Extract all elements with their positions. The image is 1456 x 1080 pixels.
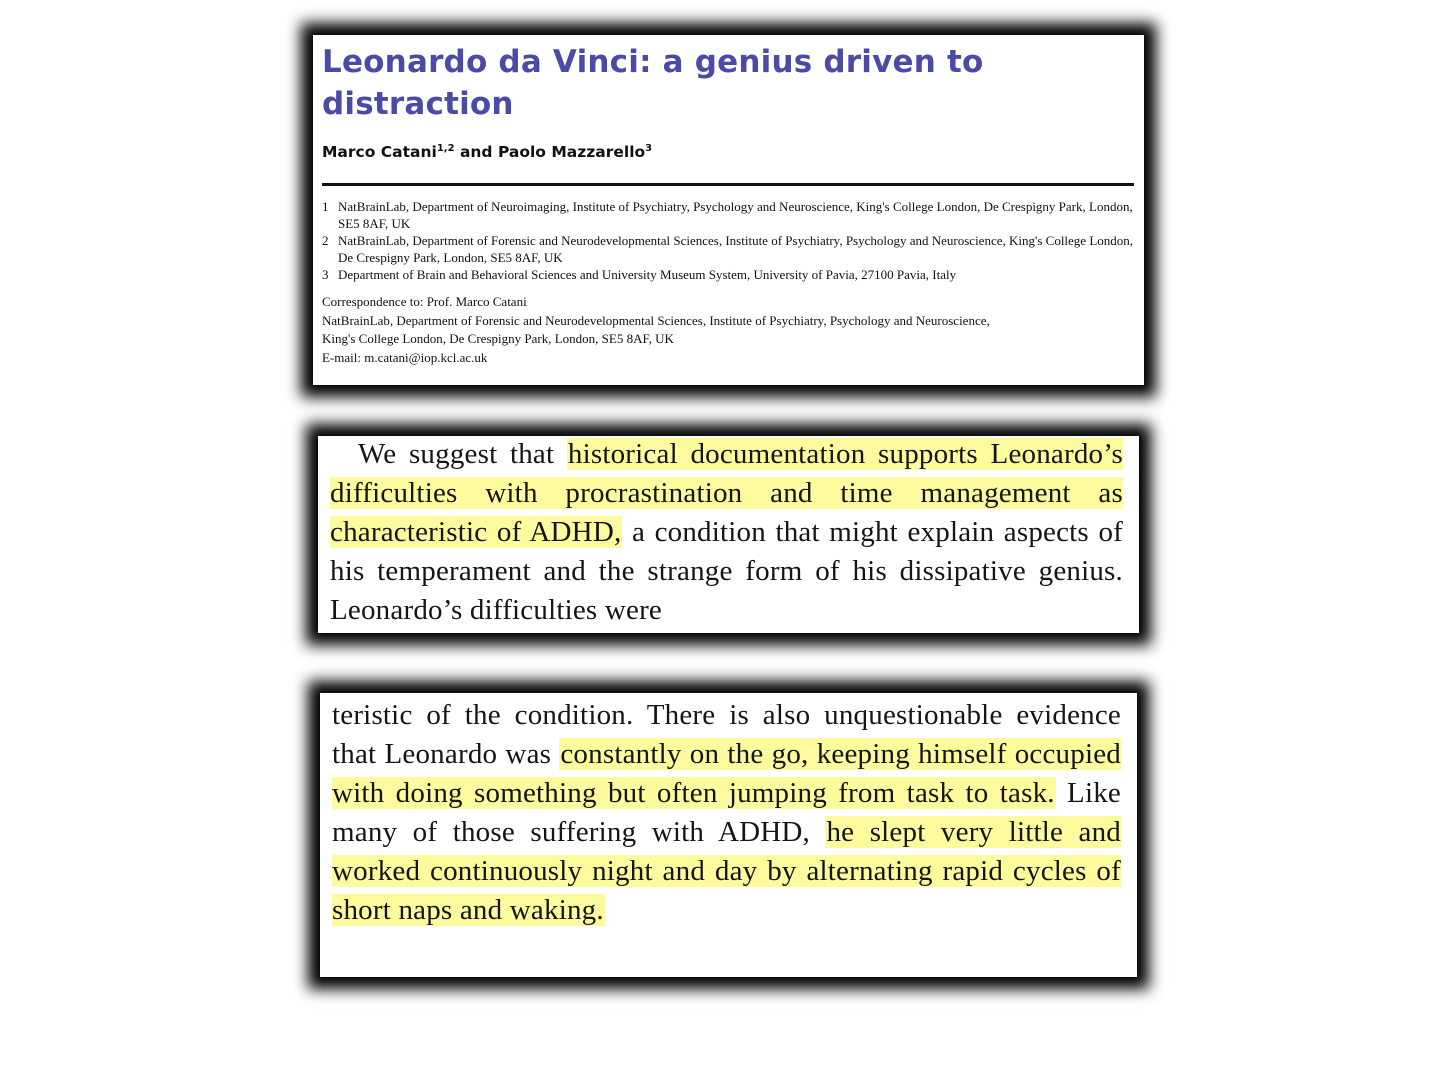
excerpt-text: a condition that might explain aspects of his temperament and the strange form of his dissipative genius. Leonardo’s difficulties were [330, 516, 1123, 626]
highlighted-text: historical documentation supports Leonardo’s difficulties with procrastination and time management as characteristic of ADHD, [330, 438, 1123, 548]
correspondence-address [322, 312, 1134, 349]
excerpt-text: We suggest that [358, 438, 567, 470]
author-conjunction: and [459, 143, 493, 161]
author-name: Marco Catani [322, 143, 437, 161]
excerpt-text: Like many of those suffering with ADHD, [332, 777, 1122, 848]
affiliation-list [322, 198, 1134, 283]
excerpt-panel-2 [320, 693, 1137, 977]
paper-title: Leonardo da Vinci: a genius driven to distraction [322, 44, 984, 122]
affiliation-text: NatBrainLab, Department of Neuroimaging, Institute of Psychiatry, Psychology and Neuroscience, King's College London, De Crespigny Park, London, SE5 8AF, UK [338, 199, 1133, 231]
excerpt-paragraph [332, 696, 1121, 930]
affiliation-item [322, 266, 1134, 283]
affiliation-item [322, 198, 1134, 232]
excerpt-text: teristic of the condition. There is also unquestionable evidence that Leonardo was [332, 699, 1121, 770]
excerpt-paragraph [330, 436, 1123, 630]
header-divider [322, 183, 1134, 186]
highlighted-text: he slept very little and worked continuously night and day by alternating rapid cycles of short naps and waking. [332, 816, 1121, 926]
author-line [322, 143, 1134, 165]
affiliation-number: 1 [322, 199, 329, 214]
excerpt-panel-1 [318, 436, 1139, 633]
correspondence-email: E-mail: m.catani@iop.kcl.ac.uk [322, 349, 488, 365]
author-affiliation-marker: 1,2 [436, 143, 455, 154]
correspondence-block [322, 293, 1134, 367]
highlighted-text: constantly on the go, keeping himself occupied with doing something but often jumping from task to task. [332, 738, 1121, 809]
correspondence-label: Correspondence to: Prof. Marco Catani [322, 294, 527, 309]
paper-header-panel [313, 35, 1144, 385]
affiliation-number: 2 [322, 233, 329, 248]
correspondence-address-line: King's College London, De Crespigny Park, London, SE5 8AF, UK [322, 331, 674, 346]
correspondence-address-line: NatBrainLab, Department of Forensic and Neurodevelopmental Sciences, Institute of Psychiatry, Psychology and Neuroscience, [322, 312, 990, 328]
author-name: Paolo Mazzarello [497, 143, 646, 161]
affiliation-text: NatBrainLab, Department of Forensic and Neurodevelopmental Sciences, Institute of Psychiatry, Psychology and Neuroscience, King's College London, De Crespigny Park, London, SE5 8AF, UK [338, 233, 1134, 265]
affiliation-item [322, 232, 1134, 266]
affiliation-number: 3 [322, 267, 329, 282]
author-affiliation-marker: 3 [645, 143, 653, 154]
affiliation-text: Department of Brain and Behavioral Sciences and University Museum System, University of Pavia, 27100 Pavia, Italy [338, 267, 957, 282]
